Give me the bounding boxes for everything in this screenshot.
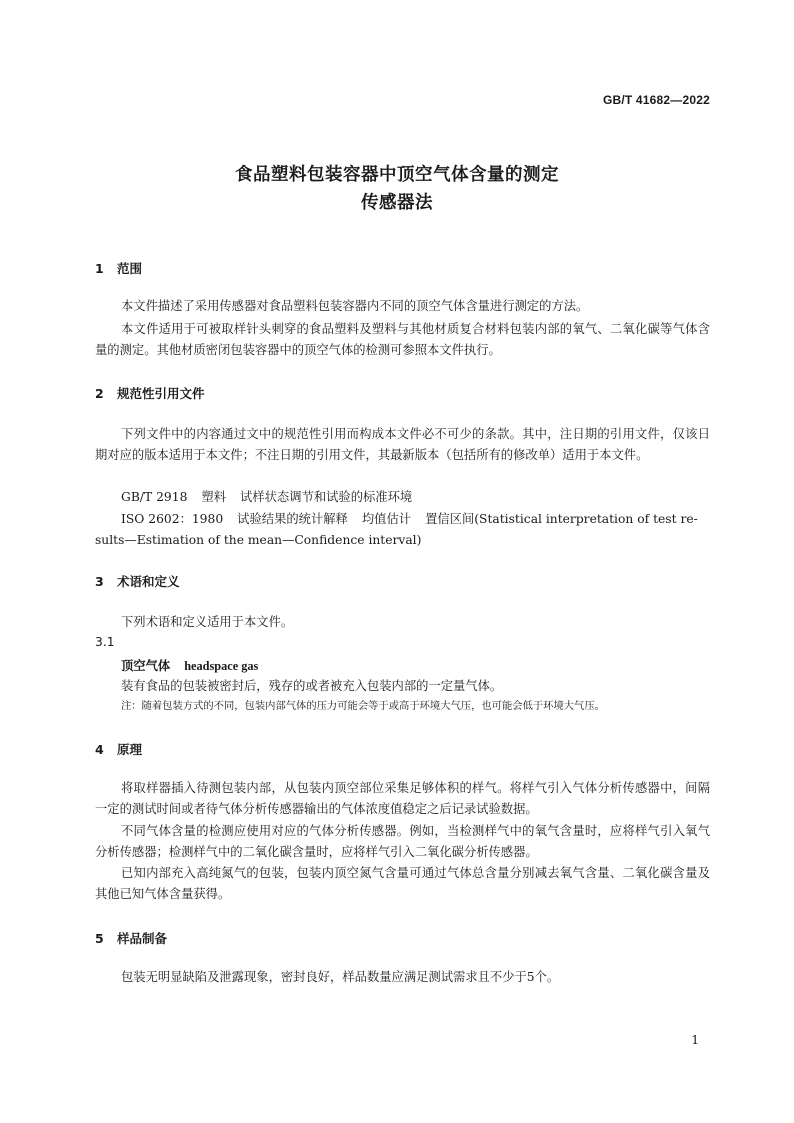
term-definition: 装有食品的包装被密封后，残存的或者被充入包装内部的一定量气体。 bbox=[121, 679, 503, 693]
paragraph: 本文件适用于可被取样针头刺穿的食品塑料及塑料与其他材质复合材料包装内部的氧气、二氧化碳等气体含量的测定。其他材质密闭包装容器中的顶空气体的检测可参照本文件执行。 bbox=[95, 322, 710, 357]
paragraph: 将取样器插入待测包装内部，从包装内顶空部位采集足够体积的样气。将样气引入气体分析传感器中，间隔一定的测试时间或者待气体分析传感器输出的气体浓度值稳定之后记录试验数据。 bbox=[95, 781, 710, 816]
reference-code: GB/T 2918 bbox=[121, 490, 188, 504]
reference-continuation: sults—Estimation of the mean—Confidence interval) bbox=[95, 533, 422, 547]
document-title: 食品塑料包装容器中顶空气体含量的测定 bbox=[235, 165, 559, 185]
reference-code: ISO 2602：1980 bbox=[121, 512, 224, 526]
reference-title-part: 试样状态调节和试验的标准环境 bbox=[240, 490, 413, 504]
reference-title-part: 置信区间(Statistical interpretation of test re- bbox=[425, 512, 698, 526]
section-title: 范围 bbox=[117, 261, 143, 276]
page-number: 1 bbox=[691, 1033, 699, 1047]
section-number: 1 bbox=[95, 261, 104, 276]
section-heading-2 bbox=[95, 384, 205, 402]
reference-title-part: 塑料 bbox=[201, 490, 227, 504]
section-title: 规范性引用文件 bbox=[117, 386, 205, 401]
section-number: 5 bbox=[95, 931, 104, 946]
paragraph: 本文件描述了采用传感器对食品塑料包装容器内不同的顶空气体含量进行测定的方法。 bbox=[121, 299, 589, 313]
paragraph: 已知内部充入高纯氮气的包装，包装内顶空氮气含量可通过气体总含量分别减去氧气含量、二氧化碳含量及其他已知气体含量获得。 bbox=[95, 866, 710, 901]
document-subtitle: 传感器法 bbox=[361, 193, 433, 213]
term-english: headspace gas bbox=[184, 659, 259, 673]
section-title: 术语和定义 bbox=[117, 574, 180, 589]
section-heading-1 bbox=[95, 259, 142, 277]
standard-code: GB/T 41682—2022 bbox=[602, 93, 710, 107]
section-heading-3 bbox=[95, 572, 180, 590]
paragraph: 不同气体含量的检测应使用对应的气体分析传感器。例如，当检测样气中的氧气含量时，应将样气引入氧气分析传感器；检测样气中的二氧化碳含量时，应将样气引入二氧化碳分析传感器。 bbox=[95, 824, 710, 859]
paragraph: 包装无明显缺陷及泄露现象，密封良好，样品数量应满足测试需求且不少于5个。 bbox=[121, 970, 560, 984]
paragraph: 下列术语和定义适用于本文件。 bbox=[121, 615, 294, 629]
section-number: 4 bbox=[95, 742, 104, 757]
paragraph: 下列文件中的内容通过文中的规范性引用而构成本文件必不可少的条款。其中，注日期的引用文件，仅该日期对应的版本适用于本文件；不注日期的引用文件，其最新版本（包括所有的修改单）适用于本文件。 bbox=[95, 427, 710, 462]
normative-reference bbox=[121, 487, 710, 508]
section-number: 2 bbox=[95, 386, 104, 401]
section-number: 3 bbox=[95, 574, 104, 589]
section-title: 原理 bbox=[117, 742, 143, 757]
reference-title-part: 均值估计 bbox=[361, 512, 412, 526]
normative-reference bbox=[121, 509, 710, 530]
term-entry bbox=[121, 656, 258, 674]
note: 注：随着包装方式的不同，包装内部气体的压力可能会等于或高于环境大气压，也可能会低于环境大气压。 bbox=[121, 700, 605, 712]
reference-title-part: 试验结果的统计解释 bbox=[237, 512, 348, 526]
section-heading-5 bbox=[95, 929, 167, 947]
term-number: 3.1 bbox=[95, 635, 115, 649]
section-heading-4 bbox=[95, 740, 142, 758]
term-chinese: 顶空气体 bbox=[121, 659, 171, 673]
section-title: 样品制备 bbox=[117, 931, 168, 946]
